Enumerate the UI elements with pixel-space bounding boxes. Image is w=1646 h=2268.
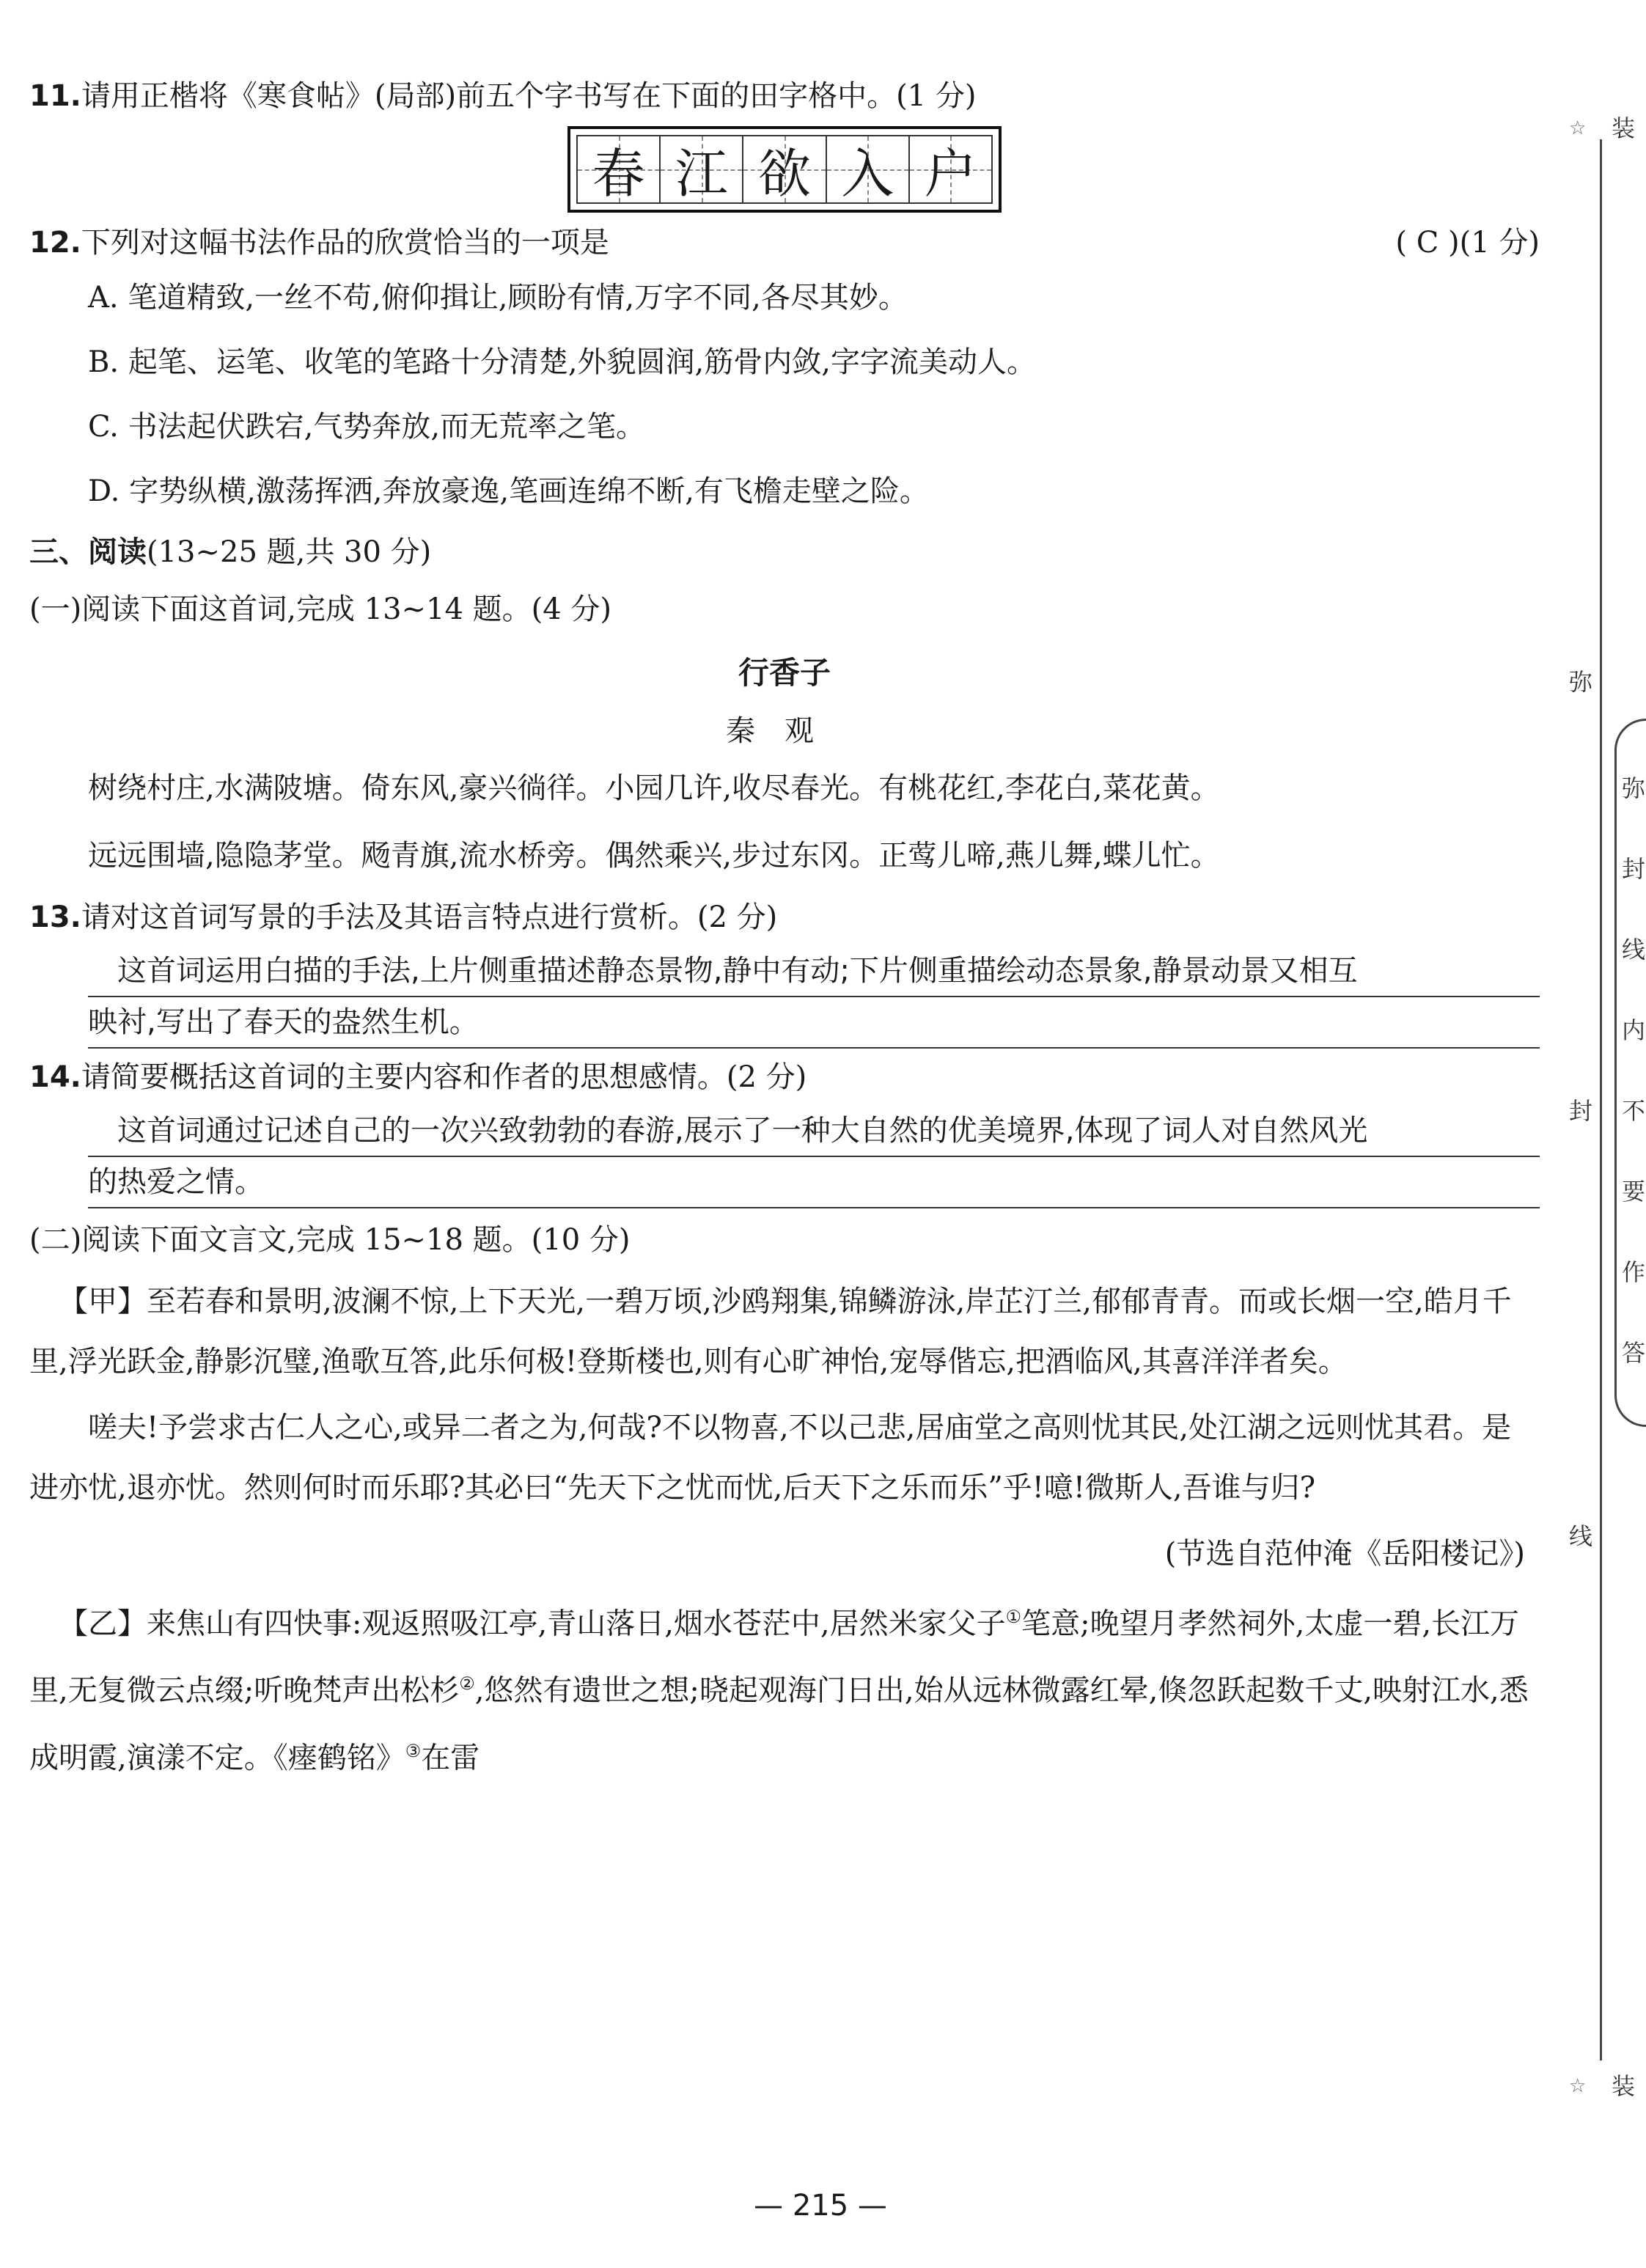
question-number: 13. bbox=[29, 900, 81, 934]
option-a: A. 笔道精致,一丝不苟,俯仰揖让,顾盼有情,万字不同,各尽其妙。 bbox=[88, 281, 908, 315]
section-heading: 三、阅读(13~25 题,共 30 分) bbox=[29, 535, 432, 569]
classical-text-jia-2: 嗟夫!予尝求古仁人之心,或异二者之为,何哉?不以物喜,不以己悲,居庙堂之高则忧其民,处江湖之远则忧其君。是进亦忧,退亦忧。然则何时而乐耶?其必曰“先天下之忧而忧,后天下之乐而乐”乎!噫!微斯人,吾谁与归? bbox=[29, 1411, 1512, 1505]
question-12 bbox=[29, 220, 1540, 265]
question-11 bbox=[29, 73, 1540, 119]
classical-text-jia-1: 【甲】至若春和景明,波澜不惊,上下天光,一碧万顷,沙鸥翔集,锦鳞游泳,岸芷汀兰,郁郁青青。而或长烟一空,皓月千里,浮光跃金,静影沉璧,渔歌互答,此乐何极!登斯楼也,则有心旷神怡,宠辱偕忘,把酒临风,其喜洋洋者矣。 bbox=[29, 1285, 1512, 1379]
source-note: (节选自范仲淹《岳阳楼记》) bbox=[1164, 1537, 1525, 1571]
binding-line bbox=[1600, 139, 1602, 2060]
grid-cell: 江 bbox=[661, 135, 743, 204]
poem-stanza-1: 树绕村庄,水满陂塘。倚东风,豪兴徜徉。小园几许,收尽春光。有桃花红,李花白,菜花黄。 bbox=[88, 771, 1220, 805]
margin-label: 弥 bbox=[1569, 668, 1593, 696]
margin-label: 装 bbox=[1612, 114, 1636, 142]
question-14 bbox=[29, 1049, 1540, 1106]
poem-title: 行香子 bbox=[738, 655, 831, 691]
option-c: C. 书法起伏跌宕,气势奔放,而无荒率之笔。 bbox=[88, 410, 646, 444]
margin-label: 答 bbox=[1622, 1339, 1646, 1367]
grid-cell: 入 bbox=[827, 135, 910, 204]
margin-label: 装 bbox=[1612, 2072, 1636, 2100]
grid-cell: 户 bbox=[910, 135, 993, 204]
grid-cell: 欲 bbox=[743, 135, 826, 204]
part-intro: (一)阅读下面这首词,完成 13~14 题。(4 分) bbox=[29, 592, 612, 626]
answer-bracket: ( C )(1 分) bbox=[1395, 226, 1540, 260]
margin-label: 封 bbox=[1622, 855, 1646, 883]
question-text: 请对这首词写景的手法及其语言特点进行赏析。(2 分) bbox=[81, 900, 778, 934]
margin-label: 作 bbox=[1622, 1258, 1646, 1286]
margin-label: 线 bbox=[1569, 1522, 1593, 1550]
question-13 bbox=[29, 889, 1540, 946]
seal-notice-bracket bbox=[1614, 719, 1646, 1427]
question-text: 请简要概括这首词的主要内容和作者的思想感情。(2 分) bbox=[81, 1060, 807, 1094]
footnote-marker: ① bbox=[1005, 1607, 1022, 1627]
margin-label: 不 bbox=[1622, 1097, 1646, 1125]
page-content bbox=[29, 73, 1540, 1807]
margin-label: 要 bbox=[1622, 1178, 1646, 1205]
margin-label: 内 bbox=[1622, 1016, 1646, 1044]
margin-label: 封 bbox=[1569, 1097, 1593, 1125]
classical-text-yi: 【乙】来焦山有四快事:观返照吸江亭,青山落日,烟水苍茫中,居然米家父子①笔意;晚望月孝然祠外,太虚一碧,长江万里,无复微云点缀;听晚梵声出松杉②,悠然有遗世之想;晓起观海门日出,始从远林微露红晕,倏忽跃起数千丈,映射江水,悉成明霞,演漾不定。《瘗鹤铭》③在雷 bbox=[29, 1607, 1529, 1775]
answer-line: 这首词通过记述自己的一次兴致勃勃的春游,展示了一种大自然的优美境界,体现了词人对自然风光 bbox=[88, 1106, 1540, 1157]
poem-stanza-2: 远远围墙,隐隐茅堂。飏青旗,流水桥旁。偶然乘兴,步过东冈。正莺儿啼,燕儿舞,蝶儿忙。 bbox=[88, 839, 1220, 873]
part-intro: (二)阅读下面文言文,完成 15~18 题。(10 分) bbox=[29, 1223, 631, 1257]
binding-margin bbox=[1569, 0, 1646, 2268]
question-number: 12. bbox=[29, 226, 81, 260]
star-icon: ☆ bbox=[1569, 2075, 1587, 2097]
grid-cell: 春 bbox=[576, 135, 661, 204]
question-text: 下列对这幅书法作品的欣赏恰当的一项是 bbox=[81, 226, 609, 260]
poem-author: 秦观 bbox=[726, 714, 843, 748]
option-d: D. 字势纵横,激荡挥洒,奔放豪逸,笔画连绵不断,有飞檐走壁之险。 bbox=[88, 474, 929, 508]
star-icon: ☆ bbox=[1569, 117, 1587, 139]
question-number: 11. bbox=[29, 79, 81, 113]
margin-label: 线 bbox=[1622, 936, 1646, 964]
footnote-marker: ② bbox=[459, 1673, 475, 1695]
tianzige-grid bbox=[567, 126, 1002, 213]
answer-line: 这首词运用白描的手法,上片侧重描述静态景物,静中有动;下片侧重描绘动态景象,静景动景又相互 bbox=[88, 946, 1540, 997]
footnote-marker: ③ bbox=[405, 1740, 422, 1761]
answer-line: 的热爱之情。 bbox=[88, 1157, 1540, 1208]
question-number: 14. bbox=[29, 1060, 81, 1094]
margin-label: 弥 bbox=[1622, 774, 1646, 802]
page-number: — 215 — bbox=[754, 2189, 887, 2223]
answer-line: 映衬,写出了春天的盎然生机。 bbox=[88, 997, 1540, 1049]
option-b: B. 起笔、运笔、收笔的笔路十分清楚,外貌圆润,筋骨内敛,字字流美动人。 bbox=[88, 345, 1036, 379]
question-text: 请用正楷将《寒食帖》(局部)前五个字书写在下面的田字格中。(1 分) bbox=[81, 79, 977, 113]
